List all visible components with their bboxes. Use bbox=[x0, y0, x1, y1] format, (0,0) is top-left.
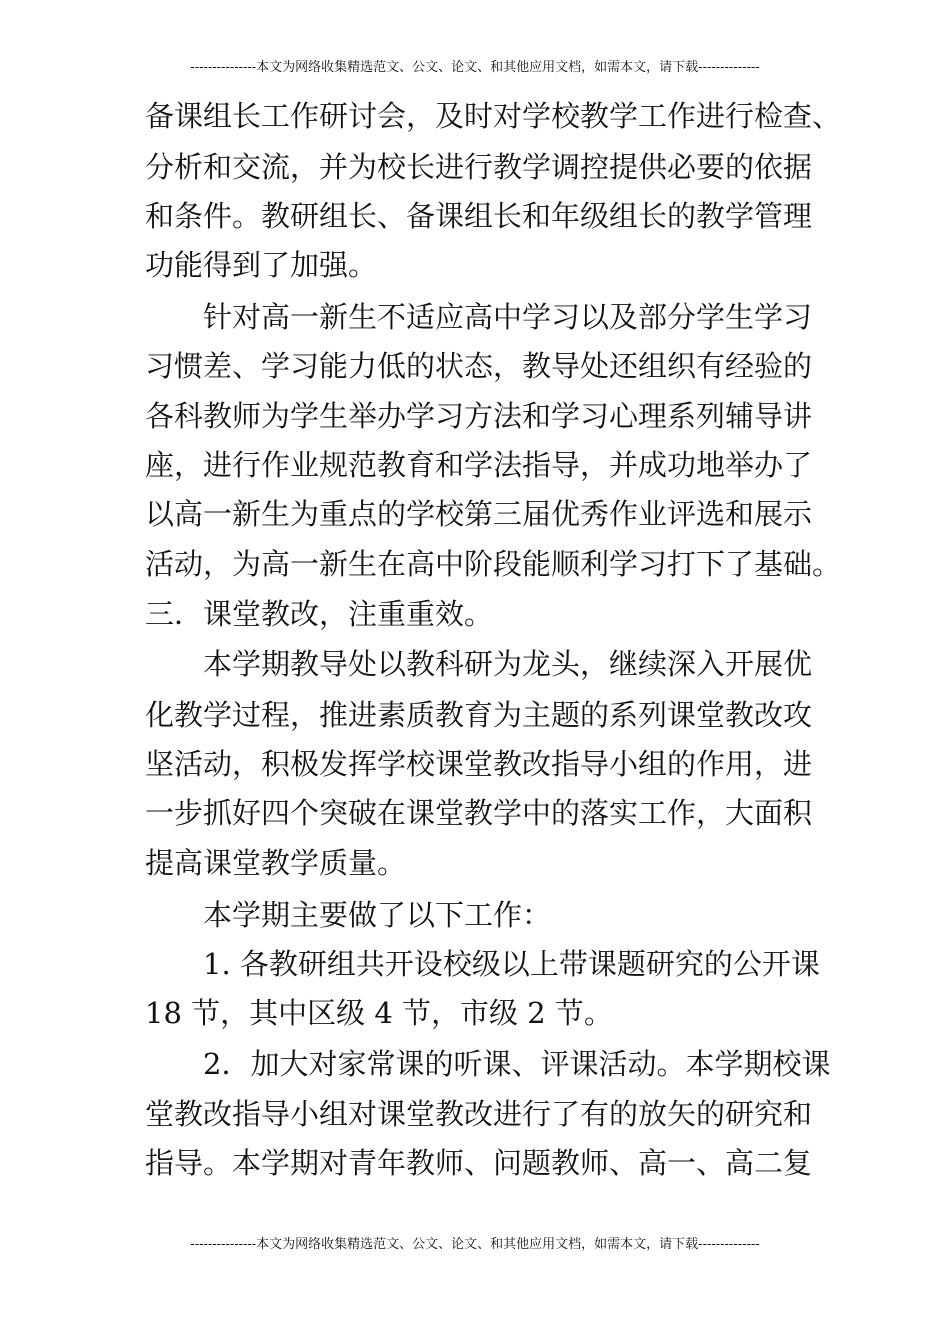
text-line: 分析和交流，并为校长进行教学调控提供必要的依据 bbox=[145, 150, 813, 184]
text-line: 针对高一新生不适应高中学习以及部分学生学习 bbox=[203, 300, 813, 334]
text-line: 18 节，其中区级 4 节，市级 2 节。 bbox=[145, 996, 613, 1030]
section-heading: 三．课堂教改，注重重效。 bbox=[145, 597, 494, 631]
header-banner: ---------------本文为网络收集精选范文、公文、论文、和其他应用文档，如需本文，请下载-------------- bbox=[190, 60, 760, 75]
text-line: 一步抓好四个突破在课堂教学中的落实工作，大面积 bbox=[145, 796, 813, 830]
text-line: 本学期教导处以教科研为龙头，继续深入开展优 bbox=[203, 647, 813, 681]
text-line: 堂教改指导小组对课堂教改进行了有的放矢的研究和 bbox=[145, 1097, 813, 1131]
text-line: 和条件。教研组长、备课组长和年级组长的教学管理 bbox=[145, 199, 813, 233]
text-line: 本学期主要做了以下工作： bbox=[203, 898, 552, 932]
text-line: 坚活动，积极发挥学校课堂教改指导小组的作用，进 bbox=[145, 747, 813, 781]
footer-banner: ---------------本文为网络收集精选范文、公文、论文、和其他应用文档，如需本文，请下载-------------- bbox=[190, 1237, 760, 1252]
text-line: 功能得到了加强。 bbox=[145, 248, 378, 282]
text-line: 1. 各教研组共开设校级以上带课题研究的公开课 bbox=[203, 947, 820, 981]
text-line: 指导。本学期对青年教师、问题教师、高一、高二复 bbox=[145, 1146, 813, 1180]
text-line: 各科教师为学生举办学习方法和学习心理系列辅导讲 bbox=[145, 399, 813, 433]
text-line: 2．加大对家常课的听课、评课活动。本学期校课 bbox=[203, 1047, 831, 1081]
text-line: 提高课堂教学质量。 bbox=[145, 846, 407, 880]
text-line: 化教学过程，推进素质教育为主题的系列课堂教改攻 bbox=[145, 698, 813, 732]
text-line: 备课组长工作研讨会，及时对学校教学工作进行检查、 bbox=[145, 99, 842, 133]
text-line: 以高一新生为重点的学校第三届优秀作业评选和展示 bbox=[145, 497, 813, 531]
text-line: 座，进行作业规范教育和学法指导，并成功地举办了 bbox=[145, 448, 813, 482]
text-line: 习惯差、学习能力低的状态，教导处还组织有经验的 bbox=[145, 349, 813, 383]
text-line: 活动，为高一新生在高中阶段能顺利学习打下了基础。 bbox=[145, 547, 842, 581]
